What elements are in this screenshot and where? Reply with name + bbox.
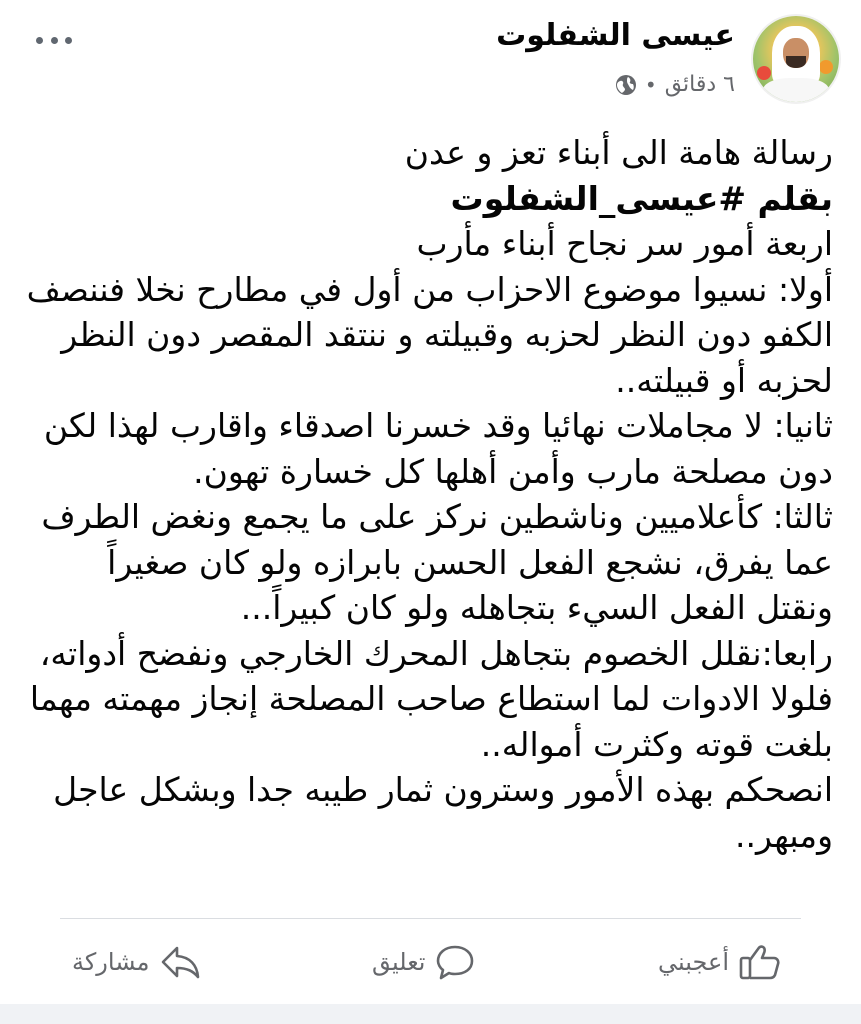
comment-bubble-icon bbox=[435, 942, 475, 982]
like-button[interactable] bbox=[658, 930, 781, 994]
share-button[interactable] bbox=[72, 930, 201, 994]
feed-separator bbox=[0, 1004, 861, 1024]
avatar-decoration bbox=[819, 60, 833, 74]
post-line-third: ثالثا: كأعلاميين وناشطين نركز على ما يجمع ونغض الطرف عما يفرق، نشجع الفعل الحسن بابرازه ولو كان صغيراً ونقتل الفعل السيء بتجاهله ولو كان كبيراً... bbox=[41, 497, 833, 627]
post-body bbox=[23, 130, 833, 858]
post-line-title: رسالة هامة الى أبناء تعز و عدن bbox=[404, 133, 833, 172]
like-label: أعجبني bbox=[658, 948, 729, 976]
post-actions bbox=[0, 930, 861, 994]
comment-button[interactable] bbox=[372, 930, 475, 994]
post-line-first: أولا: نسيوا موضوع الاحزاب من أول في مطارح نخلا فننصف الكفو دون النظر لحزبه وقبيلته و ننتقد المقصر دون النظر لحزبه أو قبيلته.. bbox=[26, 269, 833, 400]
thumbs-up-icon bbox=[739, 942, 781, 982]
action-divider bbox=[60, 918, 801, 919]
globe-icon bbox=[615, 74, 637, 96]
share-label: مشاركة bbox=[72, 948, 150, 976]
post-line-fourth: رابعا:نقلل الخصوم بتجاهل المحرك الخارجي ونفضح أدواته، فلولا الادوات لما استطاع صاحب المصلحة إنجاز مهمته مهما بلغت قوته وكثرت أمواله.. bbox=[29, 633, 833, 764]
post-line-intro: اربعة أمور سر نجاح أبناء مأرب bbox=[416, 224, 833, 263]
avatar-body bbox=[763, 78, 829, 102]
post-line-hashtag[interactable]: بقلم #عيسى_الشفلوت bbox=[450, 178, 833, 218]
meta-separator: • bbox=[644, 72, 657, 97]
author-name[interactable]: عيسى الشفلوت bbox=[496, 18, 735, 53]
share-arrow-icon bbox=[159, 942, 201, 982]
post-meta bbox=[615, 72, 735, 97]
post-line-closing: انصحكم بهذه الأمور وسترون ثمار طيبه جدا وبشكل عاجل ومبهر.. bbox=[53, 770, 833, 855]
post-header bbox=[0, 10, 861, 110]
more-options-icon[interactable] bbox=[36, 30, 72, 50]
avatar-decoration bbox=[757, 66, 771, 80]
post-line-second: ثانيا: لا مجاملات نهائيا وقد خسرنا اصدقاء واقارب لهذا لكن دون مصلحة مارب وأمن أهلها كل خسارة تهون. bbox=[43, 406, 833, 491]
comment-label: تعليق bbox=[372, 948, 426, 976]
author-avatar[interactable] bbox=[753, 16, 839, 102]
avatar-beard bbox=[786, 56, 806, 68]
post-timestamp[interactable]: ٦ دقائق bbox=[664, 72, 735, 97]
